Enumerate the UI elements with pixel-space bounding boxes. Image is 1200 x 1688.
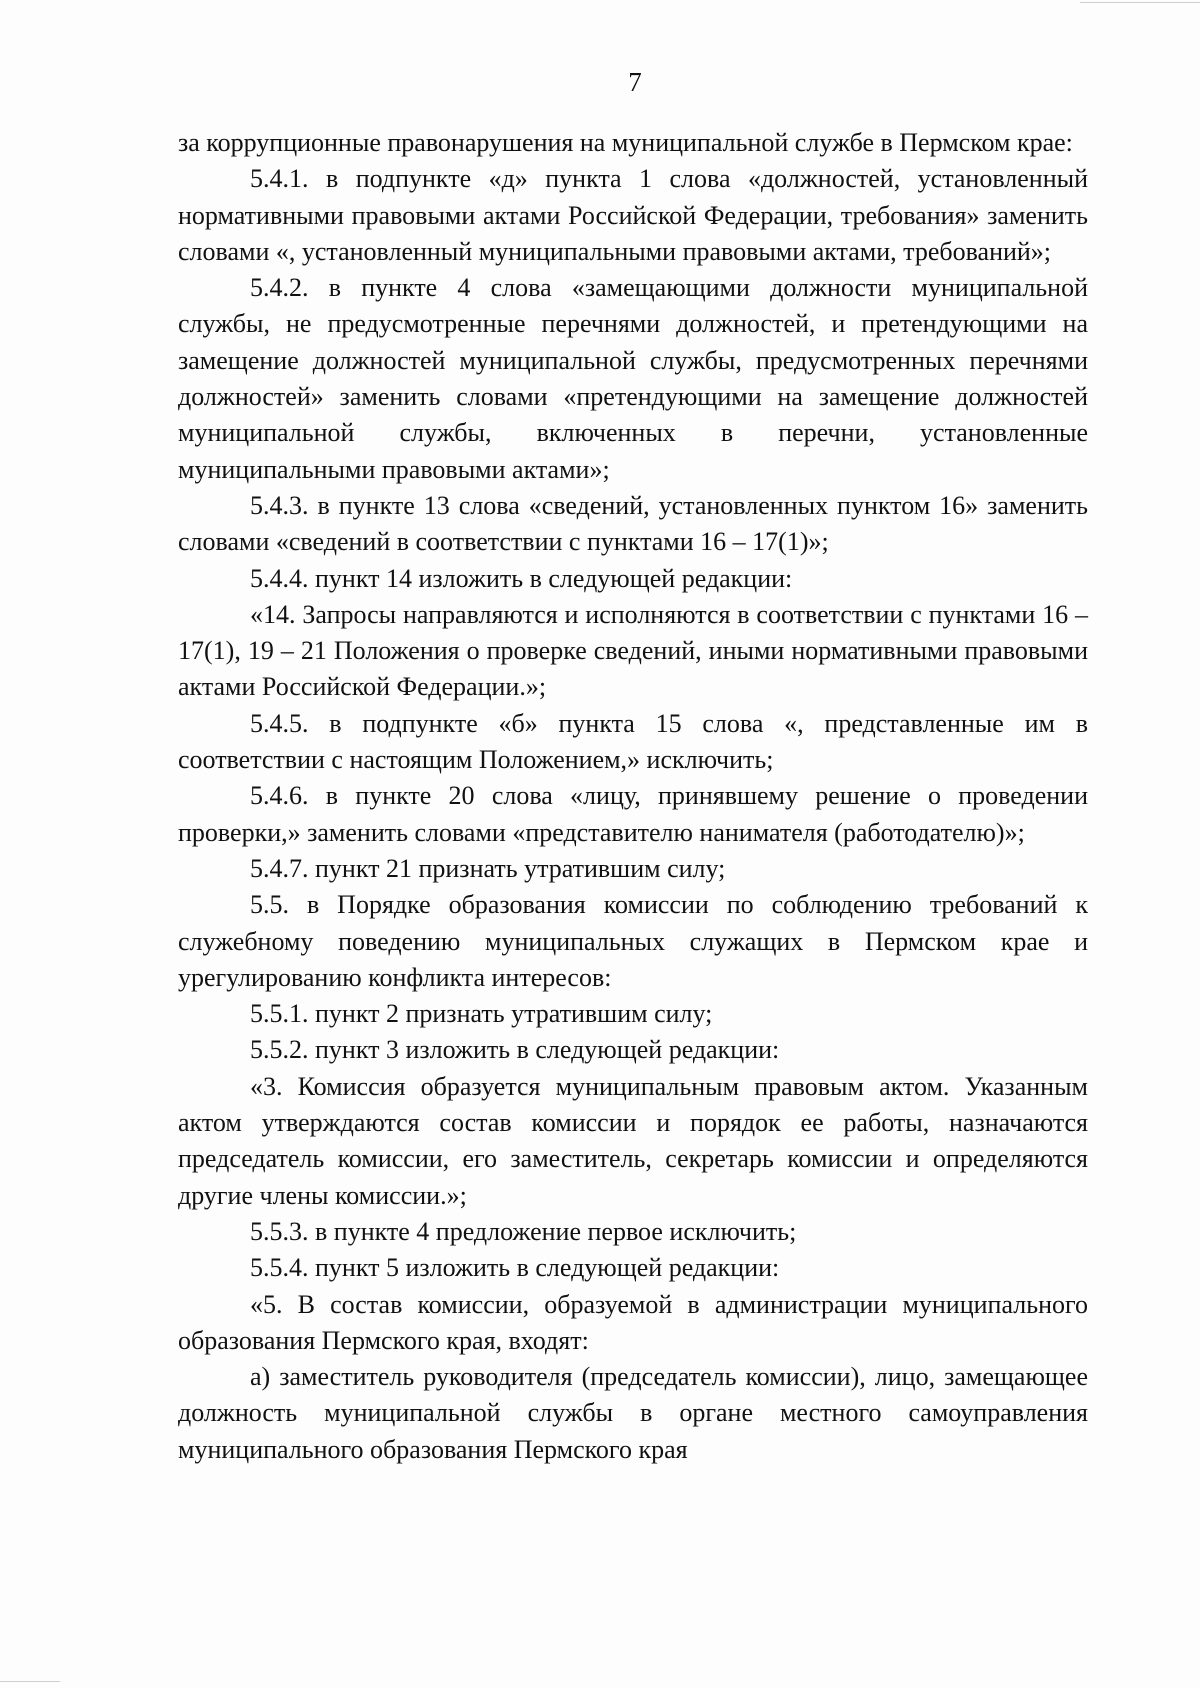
scan-edge-bottom (0, 1681, 60, 1682)
paragraph: 5.4.3. в пункте 13 слова «сведений, установленных пунктом 16» заменить словами «сведений в соответствии с пунктами 16 – 17(1)»; (178, 490, 1088, 557)
paragraph: «14. Запросы направляются и исполняются в соответствии с пунктами 16 – 17(1), 19 – 21 Положения о проверке сведений, иными нормативными правовыми актами Российской Федерации.»; (178, 599, 1088, 702)
paragraph: 5.4.6. в пункте 20 слова «лицу, принявшему решение о проведении проверки,» заменить словами «представителю нанимателя (работодателю)»; (178, 781, 1088, 847)
paragraph: 5.4.7. пункт 21 признать утратившим силу; (250, 853, 726, 883)
paragraph: 5.5.2. пункт 3 изложить в следующей редакции: (250, 1035, 780, 1065)
scan-edge-top (1080, 2, 1200, 3)
paragraph: 5.5. в Порядке образования комиссии по соблюдению требований к служебному поведению муниципальных служащих в Пермском крае и урегулированию конфликта интересов: (178, 890, 1088, 992)
paragraph: а) заместитель руководителя (председатель комиссии), лицо, замещающее должность муниципальной службы в органе местного самоуправления муниципального образования Пермского края (178, 1362, 1088, 1464)
paragraph: 5.4.5. в подпункте «б» пункта 15 слова «, представленные им в соответствии с настоящим Положением,» исключить; (178, 708, 1088, 775)
document-body (178, 125, 1088, 1468)
paragraph: 5.5.3. в пункте 4 предложение первое исключить; (250, 1216, 797, 1246)
paragraph: «5. В состав комиссии, образуемой в администрации муниципального образования Пермского края, входят: (178, 1289, 1088, 1355)
paragraph: 5.5.4. пункт 5 изложить в следующей редакции: (250, 1253, 780, 1283)
paragraph: 5.4.2. в пункте 4 слова «замещающими должности муниципальной службы, не предусмотренные перечнями должностей, и претендующими на замещение должностей муниципальной службы, предусмотренных перечнями должностей» заменить словами «претендующими на замещение должностей муниципальной службы, включенных в перечни, установленные муниципальными правовыми актами»; (178, 273, 1088, 484)
paragraph: «3. Комиссия образуется муниципальным правовым актом. Указанным актом утверждаются состав комиссии и порядок ее работы, назначаются председатель комиссии, его заместитель, секретарь комиссии и определяются другие члены комиссии.»; (178, 1071, 1088, 1210)
paragraph: за коррупционные правонарушения на муниципальной службе в Пермском крае: (178, 128, 1073, 157)
paragraph: 5.5.1. пункт 2 признать утратившим силу; (250, 999, 713, 1029)
paragraph: 5.4.1. в подпункте «д» пункта 1 слова «должностей, установленный нормативными правовыми актами Российской Федерации, требования» заменить словами «, установленный муниципальными правовыми актами, требований»; (178, 164, 1088, 266)
paragraph: 5.4.4. пункт 14 изложить в следующей редакции: (250, 563, 793, 593)
page-number: 7 (628, 67, 642, 97)
